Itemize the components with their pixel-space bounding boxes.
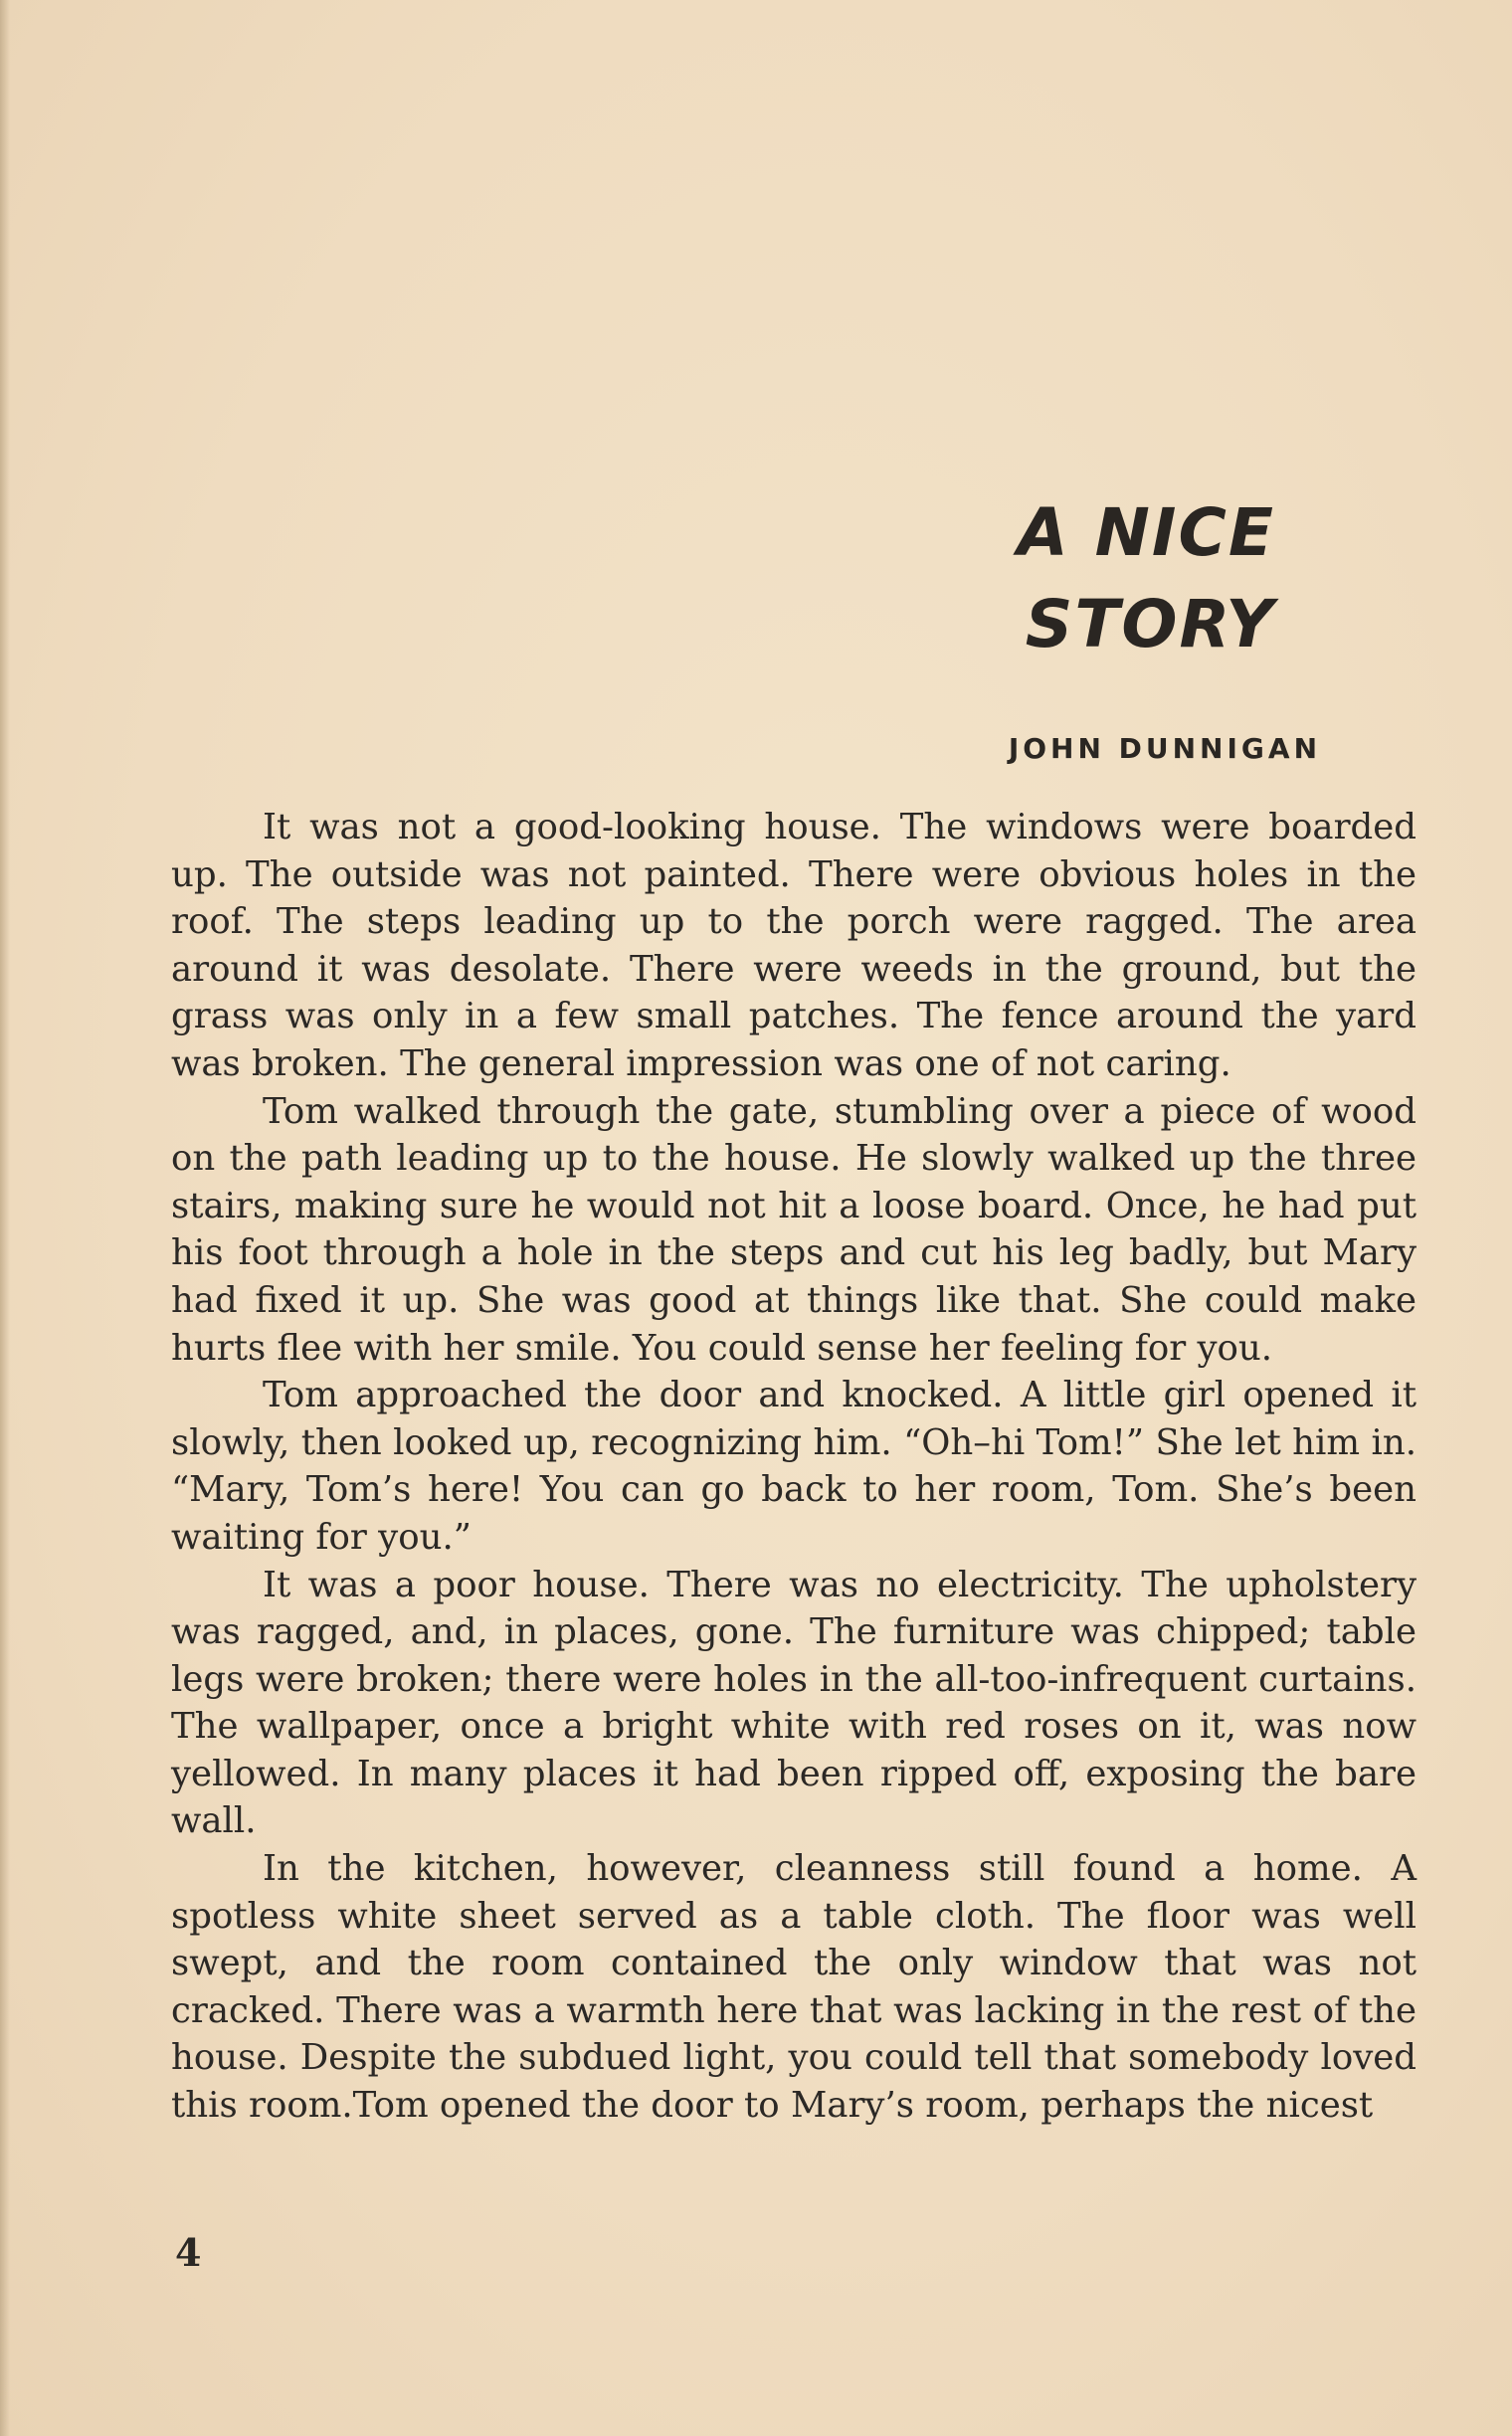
paragraph-5: In the kitchen, however, cleanness still found a home. A spotless white sheet served as a table cloth. The floor was well swept, and the room contained the only window that was not cracked. There was a warmth here that was lacking in the rest of the house. Despite the subdued light, you could tell that somebody loved this room.Tom opened the door to Mary’s room, perhaps the nicest: [171, 1848, 1417, 2127]
article-body: [171, 804, 1417, 2130]
article-title: [1018, 487, 1275, 670]
paragraph-4: It was a poor house. There was no electricity. The upholstery was ragged, and, in places, gone. The furniture was chipped; table legs were broken; there were holes in the all-too-infrequent curtains. The wallpaper, once a bright white with red roses on it, was now yellowed. In many places it had been ripped off, exposing the bare wall.: [171, 1564, 1417, 1842]
author-byline: JOHN DUNNIGAN: [1008, 732, 1321, 765]
page-number: 4: [175, 2230, 202, 2275]
paragraph-3: Tom approached the door and knocked. A little girl opened it slowly, then looked up, recognizing him. “Oh–hi Tom!” She let him in. “Mary, Tom’s here! You can go back to her room, Tom. She’s been waiting for you.”: [171, 1375, 1417, 1558]
paragraph-2: Tom walked through the gate, stumbling over a piece of wood on the path leading up to the house. He slowly walked up the three stairs, making sure he would not hit a loose board. Once, he had put his foot through a hole in the steps and cut his leg badly, but Mary had fixed it up. She was good at things like that. She could make hurts flee with her smile. You could sense her feeling for you.: [171, 1090, 1417, 1369]
title-line-1: A NICE: [1017, 494, 1275, 571]
page-edge-shadow: [0, 0, 10, 2436]
title-line-2: STORY: [1025, 586, 1275, 662]
paragraph-1: It was not a good-looking house. The windows were boarded up. The outside was not painted. There were obvious holes in the roof. The steps leading up to the porch were ragged. The area around it was desolate. There were weeds in the ground, but the grass was only in a few small patches. The fence around the yard was broken. The general impression was one of not caring.: [171, 807, 1417, 1084]
